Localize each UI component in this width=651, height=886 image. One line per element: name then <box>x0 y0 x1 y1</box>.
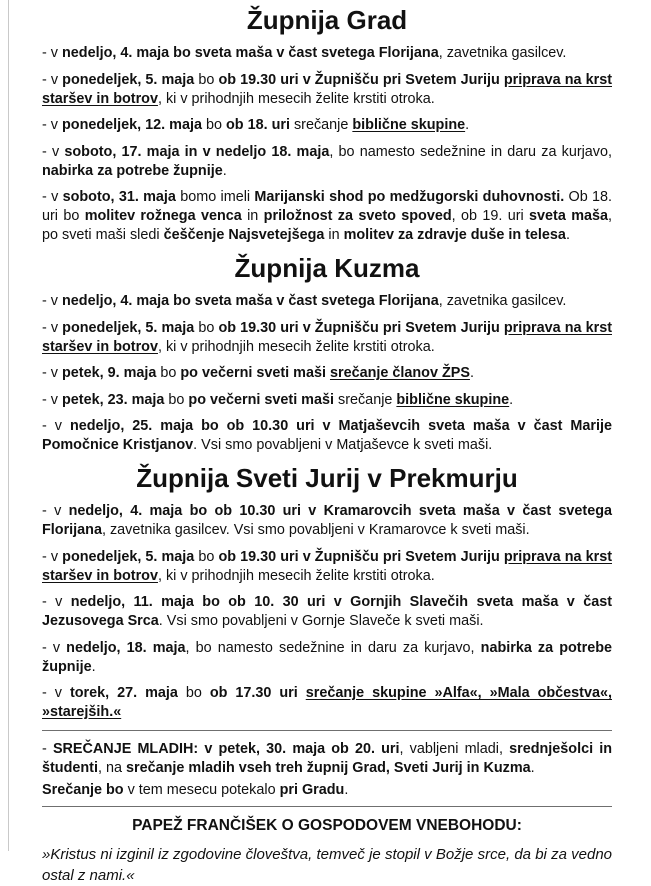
announcement-item <box>42 71 612 109</box>
announcement-item <box>42 319 612 357</box>
section-zupnija-grad <box>42 5 612 245</box>
text-segment: . <box>469 365 474 381</box>
text-segment: ponedeljek, 5. maja <box>62 71 195 88</box>
section-title-grad: Župnija Grad <box>246 5 408 35</box>
announcement-item <box>42 593 612 631</box>
youth-meeting-location <box>42 781 612 800</box>
text-segment: . <box>91 658 96 675</box>
announcement-item <box>42 684 612 722</box>
text-segment: , zavetnika gasilcev. <box>438 293 567 309</box>
text-segment: torek, 27. maja <box>69 685 178 701</box>
text-segment: petek, 23. maja <box>61 391 165 408</box>
text-segment: srečanje skupine »Alfa«, »Mala občestva«, »starejših.« <box>42 685 612 720</box>
text-segment: - v <box>42 418 70 434</box>
text-segment: - v <box>42 391 62 408</box>
section-title-kuzma: Župnija Kuzma <box>234 253 420 283</box>
text-segment: , vabljeni mladi, <box>399 740 510 757</box>
text-segment: , zavetnika gasilcev. Vsi smo povabljeni v Kramarovce k sveti maši. <box>101 522 530 538</box>
announcement-item <box>42 188 612 245</box>
divider-line <box>42 730 612 731</box>
announcement-item <box>42 548 612 586</box>
text-segment: nedeljo, 4. maja bo sveta maša v čast svetega Florijana <box>61 45 439 61</box>
announcement-item <box>42 391 612 410</box>
text-segment: bo <box>194 71 219 88</box>
text-segment: ob 19.30 uri v Župnišču pri Svetem Juriju <box>218 71 504 88</box>
text-segment: Ob 18. uri bo <box>42 189 613 224</box>
text-segment: , zavetnika gasilcev. <box>438 45 567 61</box>
text-segment: sveta maša <box>529 208 609 224</box>
text-segment: - v <box>42 143 65 160</box>
text-segment: ob 19.30 uri v Župnišču pri Svetem Juriju <box>218 548 504 565</box>
text-segment: - v <box>42 71 63 88</box>
text-segment: ponedeljek, 5. maja <box>62 548 195 565</box>
text-segment: molitev za zdravje duše in telesa <box>343 227 566 243</box>
text-segment: - v <box>42 685 70 701</box>
text-segment: molitev rožnega venca <box>84 208 242 224</box>
text-segment: bo <box>156 365 181 381</box>
text-segment: biblične skupine <box>352 117 466 133</box>
announcement-item <box>42 417 612 455</box>
text-segment: . Vsi smo povabljeni v Matjaševce k sveti maši. <box>193 437 493 453</box>
text-segment: , bo namesto sedežnine in daru za kurjavo, <box>185 639 481 656</box>
text-segment: srednješolci in študenti <box>42 740 612 776</box>
text-segment: . <box>509 391 514 408</box>
text-segment: srečanje <box>334 391 397 408</box>
text-segment: - v <box>42 319 63 336</box>
pope-quote-text: »Kristus ni izginil iz zgodovine človeštva, temveč je stopil v Božje srce, da bi za vedno ostal z nami.« <box>42 845 612 884</box>
pope-quote-heading: PAPEŽ FRANČIŠEK O GOSPODOVEM VNEBOHODU: <box>132 816 522 834</box>
text-segment: Marijanski shod po medžugorski duhovnosti. <box>254 189 565 205</box>
text-segment: . <box>344 781 349 798</box>
text-segment: srečanje <box>289 117 353 133</box>
text-segment: po večerni sveti maši <box>180 365 330 381</box>
text-segment: , ob 19. uri <box>451 208 530 224</box>
section-zupnija-kuzma <box>42 253 612 455</box>
section-zupnija-sveti-jurij <box>42 463 612 722</box>
announcement-item <box>42 116 612 135</box>
text-segment: nedeljo, 25. maja bo ob 10.30 uri v Matjaševcih sveta maša v čast Marije Pomočnice Kristjanov <box>42 418 612 453</box>
text-segment: - v <box>42 117 62 133</box>
text-segment: SREČANJE MLADIH: v petek, 30. maja ob 20. uri <box>52 740 400 757</box>
text-segment: biblične skupine <box>396 391 510 408</box>
text-segment: nabirka za potrebe župnije <box>42 639 612 675</box>
text-segment: v tem mesecu potekalo <box>123 781 280 798</box>
text-segment: . <box>222 162 227 179</box>
text-segment: bo <box>164 391 189 408</box>
announcement-item <box>42 292 612 311</box>
text-segment: - v <box>42 639 67 656</box>
divider-line <box>42 806 612 807</box>
text-segment: nedeljo, 4. maja bo ob 10.30 uri v Kramarovcih sveta maša v čast svetega Florijana <box>42 503 613 538</box>
text-segment: bo <box>194 548 219 565</box>
text-segment: , ki v prihodnjih mesecih želite krstiti otroka. <box>157 90 435 107</box>
text-segment: , na <box>97 759 126 776</box>
text-segment: in <box>241 208 264 224</box>
text-segment: , po sveti maši sledi <box>42 208 613 243</box>
announcement-item <box>42 143 612 181</box>
text-segment: - v <box>42 293 62 309</box>
text-segment: ob 18. uri <box>225 117 290 133</box>
text-segment: ob 17.30 uri <box>209 685 306 701</box>
text-segment: , bo namesto sedežnine in daru za kurjavo, <box>329 143 613 160</box>
text-segment: - v <box>42 45 62 61</box>
section-title-sveti-jurij: Župnija Sveti Jurij v Prekmurju <box>136 463 518 493</box>
text-segment: pri Gradu <box>279 781 345 798</box>
text-segment: srečanje mladih vseh treh župnij Grad, Sveti Jurij in Kuzma <box>125 759 531 776</box>
text-segment: srečanje članov ŽPS <box>329 365 470 381</box>
text-segment: - v <box>42 548 63 565</box>
announcement-item <box>42 364 612 383</box>
text-segment: soboto, 31. maja <box>62 189 176 205</box>
text-segment: bo <box>201 117 226 133</box>
text-segment: nedeljo, 4. maja bo sveta maša v čast svetega Florijana <box>61 293 439 309</box>
text-segment: , ki v prihodnjih mesecih želite krstiti otroka. <box>157 567 435 584</box>
text-segment: ob 19.30 uri v Župnišču pri Svetem Juriju <box>218 319 504 336</box>
text-segment: soboto, 17. maja in v nedeljo 18. maja <box>64 143 330 160</box>
text-segment: - v <box>42 365 62 381</box>
text-segment: - <box>42 740 53 757</box>
announcement-item <box>42 639 612 677</box>
text-segment: priprava na krst staršev in botrov <box>42 71 612 107</box>
text-segment: , ki v prihodnjih mesecih želite krstiti otroka. <box>157 338 435 355</box>
text-segment: bo <box>177 685 210 701</box>
text-segment: priprava na krst staršev in botrov <box>42 319 612 355</box>
text-segment: Srečanje bo <box>42 781 124 798</box>
text-segment: petek, 9. maja <box>61 365 157 381</box>
announcement-item <box>42 44 612 63</box>
text-segment: bo <box>194 319 219 336</box>
text-segment: - v <box>42 503 69 519</box>
text-segment: in <box>324 227 344 243</box>
text-segment: . <box>530 759 535 776</box>
text-segment: - v <box>42 189 63 205</box>
text-segment: . <box>565 227 570 243</box>
text-segment: - v <box>42 594 71 610</box>
announcement-item <box>42 502 612 540</box>
text-segment: ponedeljek, 5. maja <box>62 319 195 336</box>
text-segment: . <box>465 117 470 133</box>
text-segment: priprava na krst staršev in botrov <box>42 548 612 584</box>
text-segment: češčenje Najsvetejšega <box>163 227 325 243</box>
text-segment: po večerni sveti maši <box>188 391 334 408</box>
text-segment: nedeljo, 11. maja bo ob 10. 30 uri v Gornjih Slavečih sveta maša v čast Jezusovega Srca <box>42 594 612 629</box>
text-segment: . Vsi smo povabljeni v Gornje Slaveče k sveti maši. <box>158 613 484 629</box>
text-segment: ponedeljek, 12. maja <box>61 117 202 133</box>
text-segment: nabirka za potrebe župnije <box>42 162 223 179</box>
youth-meeting-announcement <box>42 740 612 778</box>
text-segment: bomo imeli <box>175 189 255 205</box>
text-segment: nedeljo, 18. maja <box>66 639 186 656</box>
text-segment: priložnost za sveto spoved <box>263 208 452 224</box>
